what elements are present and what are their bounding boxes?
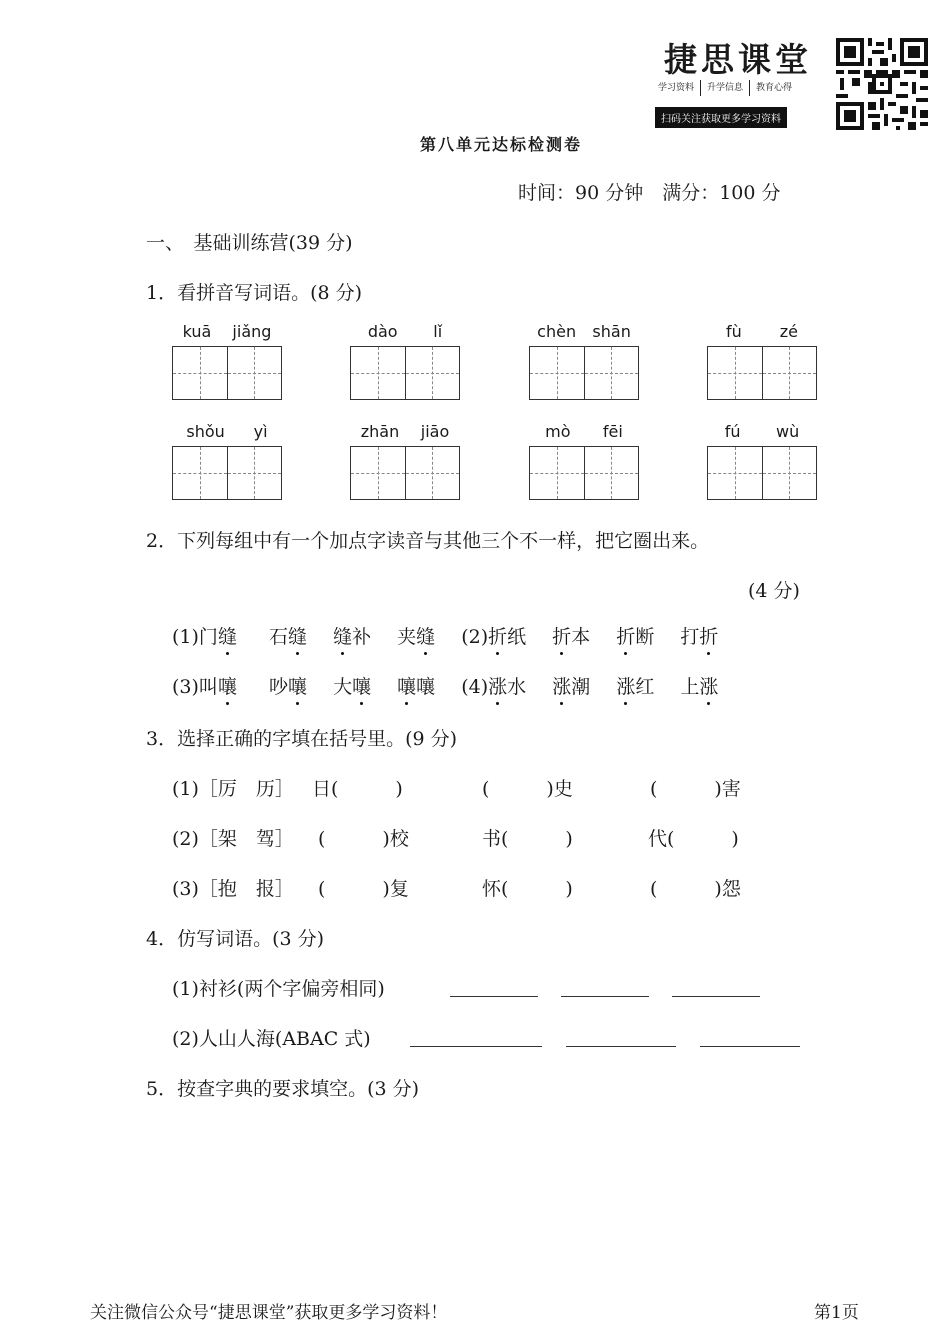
pinyin: yì [253,422,268,441]
brand-slogan: 扫码关注获取更多学习资料 [655,107,787,128]
tianzige-grid[interactable] [350,346,460,400]
answer-line[interactable] [410,1045,542,1047]
section-heading: 一、 基础训练营(39 分) [146,232,353,254]
question-2-row: (1)门缝 石缝 缝补 夹缝 (2)折纸 折本 折断 打折 [172,622,718,649]
pinyin: lǐ [433,322,443,341]
brand-tag: 教育心得 [756,83,793,93]
q3-blank[interactable]: ( )害 [650,778,741,800]
pinyin-pair [707,422,817,441]
q3-blank[interactable]: ( )史 [482,778,573,800]
q3-blank[interactable]: 日( ) [312,778,403,800]
pinyin: wù [776,422,800,441]
pinyin: zhān [360,422,400,441]
brand-tags [652,80,798,96]
answer-line[interactable] [561,995,649,997]
q3-blank[interactable]: 代( ) [648,828,739,850]
question-3-label: 3．选择正确的字填在括号里。(9 分) [146,728,458,750]
tianzige-grid[interactable] [529,346,639,400]
footer-note: 关注微信公众号“捷思课堂”获取更多学习资料！ [90,1303,448,1323]
tianzige-grid[interactable] [529,446,639,500]
q4-item: (1)衬衫(两个字偏旁相同) [172,978,385,1000]
pinyin: kuā [182,322,212,341]
pinyin-pair [350,322,460,341]
tianzige-grid[interactable] [172,346,282,400]
q3-blank[interactable]: ( )复 [318,878,409,900]
pinyin: shǒu [186,422,225,441]
q3-row-head: (3)［抱 报］ [172,878,294,900]
brand-tag: 学习资料 [652,80,701,96]
tianzige-grid[interactable] [350,446,460,500]
pinyin: chèn [537,322,577,341]
brand-tag: 升学信息 [701,80,750,96]
question-2-score: (4 分) [748,580,800,602]
answer-line[interactable] [450,995,538,997]
pinyin: zé [779,322,798,341]
q3-blank[interactable]: ( )怨 [650,878,741,900]
pinyin-pair [350,422,460,441]
question-1-label: 1．看拼音写词语。(8 分) [146,282,363,304]
answer-line[interactable] [566,1045,676,1047]
q3-blank[interactable]: ( )校 [318,828,409,850]
pinyin-pair [529,322,639,341]
pinyin: shān [592,322,631,341]
pinyin-pair [172,422,282,441]
pinyin-pair [172,322,282,341]
q3-row-head: (2)［架 驾］ [172,828,294,850]
page-title: 第八单元达标检测卷 [419,135,582,154]
question-2-label: 2．下列每组中有一个加点字读音与其他三个不一样，把它圈出来。 [146,530,710,552]
tianzige-grid[interactable] [707,346,817,400]
pinyin: jiāo [420,422,450,441]
q3-blank[interactable]: 怀( ) [482,878,573,900]
pinyin: jiǎng [232,322,272,341]
tianzige-grid[interactable] [707,446,817,500]
tianzige-grid[interactable] [172,446,282,500]
exam-meta: 时间：90 分钟 满分：100 分 [518,182,781,204]
answer-line[interactable] [700,1045,800,1047]
pinyin: fú [724,422,741,441]
pinyin: dào [367,322,398,341]
page-number: 第1页 [814,1303,859,1323]
question-5-label: 5．按查字典的要求填空。(3 分) [146,1078,420,1100]
answer-line[interactable] [672,995,760,997]
question-2-row: (3)叫嚷 吵嚷 大嚷 嚷嚷 (4)涨水 涨潮 涨红 上涨 [172,672,718,699]
pinyin-pair [529,422,639,441]
pinyin: fēi [602,422,623,441]
brand-name: 捷思课堂 [664,40,812,79]
qr-code-icon [836,38,928,130]
pinyin: fù [725,322,742,341]
question-4-label: 4．仿写词语。(3 分) [146,928,325,950]
q3-blank[interactable]: 书( ) [482,828,573,850]
pinyin: mò [545,422,571,441]
pinyin-pair [707,322,817,341]
q4-item: (2)人山人海(ABAC 式) [172,1028,371,1050]
q3-row-head: (1)［厉 历］ [172,778,294,800]
